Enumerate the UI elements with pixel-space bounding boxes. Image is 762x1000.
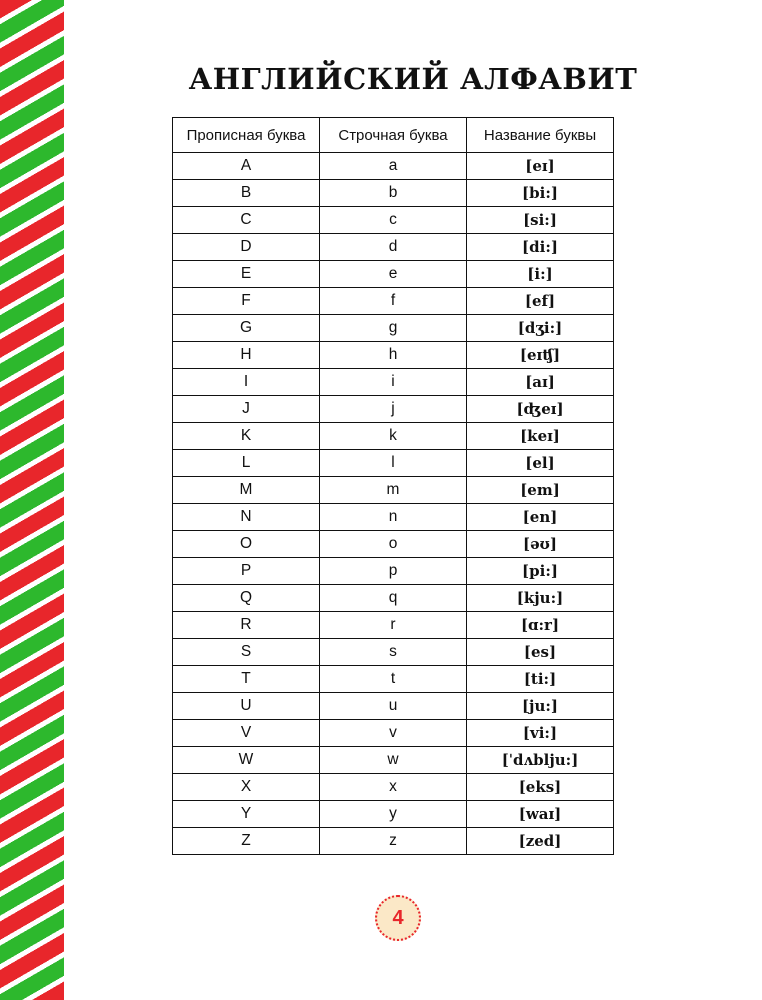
cell-letter-name: [bi:]: [467, 180, 614, 207]
page-title: АНГЛИЙСКИЙ АЛФАВИТ: [188, 62, 638, 96]
cell-letter-name: [ʤeɪ]: [467, 396, 614, 423]
table-row: [173, 180, 614, 207]
cell-letter-name: [di:]: [467, 234, 614, 261]
cell-letter-name: [si:]: [467, 207, 614, 234]
cell-uppercase: A: [173, 153, 320, 180]
table-row: [173, 801, 614, 828]
cell-lowercase: d: [320, 234, 467, 261]
table-row: [173, 396, 614, 423]
table-row: [173, 774, 614, 801]
table-row: [173, 234, 614, 261]
table-row: [173, 531, 614, 558]
cell-uppercase: Z: [173, 828, 320, 855]
cell-uppercase: I: [173, 369, 320, 396]
table-row: [173, 720, 614, 747]
cell-letter-name: [eɪʧ]: [467, 342, 614, 369]
cell-uppercase: P: [173, 558, 320, 585]
cell-uppercase: C: [173, 207, 320, 234]
table-row: [173, 369, 614, 396]
header-lowercase: Строчная буква: [320, 118, 467, 153]
cell-letter-name: [es]: [467, 639, 614, 666]
table-row: [173, 423, 614, 450]
cell-uppercase: M: [173, 477, 320, 504]
cell-lowercase: p: [320, 558, 467, 585]
cell-letter-name: [ɑ:r]: [467, 612, 614, 639]
cell-letter-name: [aɪ]: [467, 369, 614, 396]
table-row: [173, 612, 614, 639]
cell-uppercase: X: [173, 774, 320, 801]
cell-lowercase: z: [320, 828, 467, 855]
cell-lowercase: w: [320, 747, 467, 774]
cell-lowercase: j: [320, 396, 467, 423]
cell-uppercase: B: [173, 180, 320, 207]
cell-letter-name: [zed]: [467, 828, 614, 855]
cell-lowercase: i: [320, 369, 467, 396]
table-row: [173, 585, 614, 612]
cell-lowercase: v: [320, 720, 467, 747]
cell-lowercase: t: [320, 666, 467, 693]
cell-lowercase: y: [320, 801, 467, 828]
cell-letter-name: [eks]: [467, 774, 614, 801]
cell-letter-name: [el]: [467, 450, 614, 477]
alphabet-table: [172, 117, 614, 855]
cell-uppercase: S: [173, 639, 320, 666]
cell-uppercase: K: [173, 423, 320, 450]
cell-lowercase: f: [320, 288, 467, 315]
cell-lowercase: m: [320, 477, 467, 504]
table-row: [173, 747, 614, 774]
cell-lowercase: x: [320, 774, 467, 801]
table-row: [173, 666, 614, 693]
cell-lowercase: s: [320, 639, 467, 666]
cell-uppercase: W: [173, 747, 320, 774]
cell-uppercase: F: [173, 288, 320, 315]
cell-uppercase: D: [173, 234, 320, 261]
page-number-badge: 4: [375, 895, 421, 941]
cell-lowercase: q: [320, 585, 467, 612]
cell-uppercase: T: [173, 666, 320, 693]
cell-lowercase: b: [320, 180, 467, 207]
table-row: [173, 693, 614, 720]
table-row: [173, 261, 614, 288]
cell-uppercase: N: [173, 504, 320, 531]
cell-letter-name: [vi:]: [467, 720, 614, 747]
cell-letter-name: [em]: [467, 477, 614, 504]
cell-lowercase: u: [320, 693, 467, 720]
table-row: [173, 315, 614, 342]
cell-lowercase: k: [320, 423, 467, 450]
cell-uppercase: E: [173, 261, 320, 288]
cell-lowercase: c: [320, 207, 467, 234]
table-row: [173, 558, 614, 585]
table-row: [173, 207, 614, 234]
cell-letter-name: [i:]: [467, 261, 614, 288]
table-row: [173, 450, 614, 477]
cell-letter-name: [dʒi:]: [467, 315, 614, 342]
cell-letter-name: [waɪ]: [467, 801, 614, 828]
cell-letter-name: [ˈdʌblju:]: [467, 747, 614, 774]
cell-uppercase: U: [173, 693, 320, 720]
cell-letter-name: [eɪ]: [467, 153, 614, 180]
cell-uppercase: G: [173, 315, 320, 342]
cell-letter-name: [ju:]: [467, 693, 614, 720]
cell-lowercase: n: [320, 504, 467, 531]
table-row: [173, 639, 614, 666]
cell-lowercase: a: [320, 153, 467, 180]
cell-letter-name: [kju:]: [467, 585, 614, 612]
table-row: [173, 342, 614, 369]
cell-lowercase: e: [320, 261, 467, 288]
cell-uppercase: L: [173, 450, 320, 477]
alphabet-table-body: [173, 153, 614, 855]
cell-lowercase: o: [320, 531, 467, 558]
cell-uppercase: Q: [173, 585, 320, 612]
cell-lowercase: h: [320, 342, 467, 369]
cell-uppercase: V: [173, 720, 320, 747]
decorative-stripe-border: [0, 0, 64, 1000]
cell-uppercase: Y: [173, 801, 320, 828]
cell-uppercase: J: [173, 396, 320, 423]
header-uppercase: Прописная буква: [173, 118, 320, 153]
cell-lowercase: l: [320, 450, 467, 477]
cell-letter-name: [keɪ]: [467, 423, 614, 450]
table-row: [173, 153, 614, 180]
header-letter-name: Название буквы: [467, 118, 614, 153]
cell-letter-name: [əʊ]: [467, 531, 614, 558]
table-row: [173, 504, 614, 531]
cell-letter-name: [ef]: [467, 288, 614, 315]
cell-uppercase: O: [173, 531, 320, 558]
cell-letter-name: [en]: [467, 504, 614, 531]
table-row: [173, 288, 614, 315]
table-header-row: [173, 118, 614, 153]
cell-lowercase: r: [320, 612, 467, 639]
cell-letter-name: [pi:]: [467, 558, 614, 585]
table-row: [173, 828, 614, 855]
cell-lowercase: g: [320, 315, 467, 342]
cell-uppercase: R: [173, 612, 320, 639]
cell-letter-name: [ti:]: [467, 666, 614, 693]
table-row: [173, 477, 614, 504]
cell-uppercase: H: [173, 342, 320, 369]
